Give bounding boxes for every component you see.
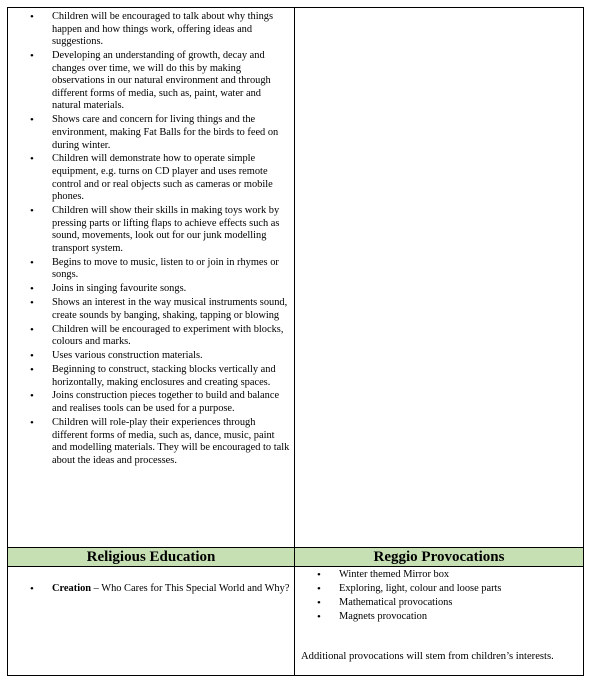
list-item: • Exploring, light, colour and loose parts (295, 583, 583, 596)
list-item: • Magnets provocation (295, 611, 583, 624)
religious-education-cell (8, 583, 294, 597)
list-item (8, 583, 294, 596)
topic-question: – Who Cares for This Special World and Why? (91, 583, 290, 594)
row-divider (8, 566, 583, 567)
list-item: • Developing an understanding of growth, decay and changes over time, we will do this by making observations in our natural environment and through different forms of media, such as, paint, water and natural materials. (8, 50, 294, 113)
list-item: • Children will be encouraged to experiment with blocks, colours and marks. (8, 324, 294, 349)
activities-list (8, 11, 294, 469)
list-item: • Beginning to construct, stacking blocks vertically and horizontally, making enclosures and creating spaces. (8, 364, 294, 389)
topic-title: Creation (52, 583, 92, 594)
list-item: • Shows an interest in the way musical instruments sound, create sounds by banging, shaking, tapping or blowing (8, 297, 294, 322)
religious-education-header: Religious Education (8, 548, 294, 566)
list-item: • Winter themed Mirror box (295, 569, 583, 582)
list-item: • Mathematical provocations (295, 597, 583, 610)
reggio-list (295, 569, 583, 623)
list-item: • Begins to move to music, listen to or join in rhymes or songs. (8, 257, 294, 282)
list-item: • Children will demonstrate how to operate simple equipment, e.g. turns on CD player and uses remote control and or real objects such as cameras or mobile phones. (8, 153, 294, 203)
list-item: • Joins in singing favourite songs. (8, 283, 294, 296)
list-item: • Children will show their skills in making toys work by pressing parts or lifting flaps to achieve effects such as sound, movements, look out for our junk modelling transport system. (8, 205, 294, 255)
reggio-note: Additional provocations will stem from children’s interests. (301, 651, 554, 662)
curriculum-table (7, 7, 584, 676)
reggio-provocations-cell (295, 569, 583, 662)
list-item: • Children will role-play their experiences through different forms of media, such as, dance, music, paint and modelling materials. They will be encouraged to talk about the ideas and processes. (8, 417, 294, 467)
list-item: • Shows care and concern for living things and the environment, making Fat Balls for the birds to feed on during winter. (8, 114, 294, 152)
activities-cell (8, 8, 294, 547)
list-item: • Children will be encouraged to talk about why things happen and how things work, offering ideas and suggestions. (8, 11, 294, 49)
reggio-provocations-header: Reggio Provocations (295, 548, 583, 566)
list-item: • Joins construction pieces together to build and balance and realises tools can be used for a purpose. (8, 390, 294, 415)
list-item: • Uses various construction materials. (8, 350, 294, 363)
religious-education-list (8, 583, 294, 596)
